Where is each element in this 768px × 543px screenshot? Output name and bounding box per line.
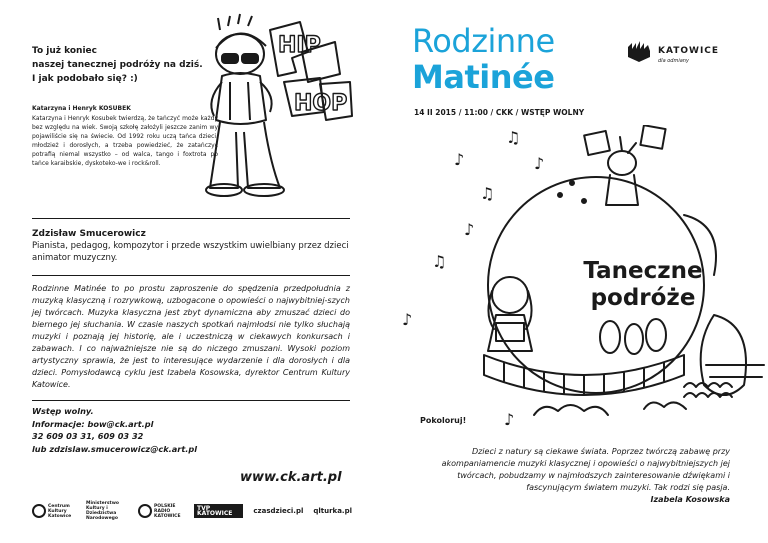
website-link[interactable]: www.ck.art.pl <box>240 470 342 485</box>
katowice-logo <box>626 38 719 64</box>
logo-centrum-kultury: Centrum Kultury Katowice <box>32 504 76 519</box>
contact-line-phone: 32 609 03 31, 609 03 32 <box>32 431 144 441</box>
about-matinee: Rodzinne Matinée to po prostu zaproszenie do spędzenia przedpołudnia z muzyką klasyczną i rozrywkową, uzbogacone o opowieści o najwybitniej-szych jej twórcach. Muzyka klasyczna jest zbyt dynamiczna aby zmuszać dzieci do biernego jej słuchania. W czasie naszych spotkań najmłodsi nie tylko słuchają muzyki i poznają jej historię, ale i uczestniczą w ciekawych konkursach i zabawach. I co najważniejsze nie są do niczego zmuszani. Wysoki poziom artystyczny sprawia, że jest to interesujące wydarzenie i dla dorosłych i dla dzieci. Pomysłodawcą cyklu jest Izabela Kosowska, dyrektor Centrum Kultury Katowice. <box>32 284 350 389</box>
contact-line-email-2[interactable]: lub zdzislaw.smucerowicz@ck.art.pl <box>32 443 198 454</box>
contact-line-entry: Wstęp wolny. <box>32 406 94 416</box>
tan-title-line-2: podróże <box>590 285 696 311</box>
music-note-icon: ♫ <box>480 184 495 203</box>
music-note-icon: ♪ <box>464 220 475 239</box>
kosubek-bio <box>32 104 218 168</box>
radio-mark-icon <box>138 504 152 518</box>
event-details: 14 II 2015 / 11:00 / CKK / WSTĘP WOLNY <box>414 108 585 117</box>
quote-author: Izabela Kosowska <box>650 495 730 504</box>
logo-qlturka: qlturka.pl <box>313 506 352 515</box>
intro-line-1: To już koniec <box>32 46 97 56</box>
divider-bottom <box>32 400 350 401</box>
sponsor-logos <box>32 494 352 528</box>
kosubek-text: Katarzyna i Henryk Kosubek twierdzą, że tańczyć może każdy bez względu na wiek. Swoją szkołę założyli jeszcze zanim wy pojawiliście się na świecie. Od 1992 roku uczą tańca dzieci, młodzież i dorosłych, a trzeba powiedzieć, że zatańczyć potrafią niemal wszystko – od walca, tango i foxtrota po tańce karaibskie, dyskoteko-we i rock&roll. <box>32 115 218 167</box>
intro-line-3: I jak podobało się? :) <box>32 74 138 84</box>
ck-mark-icon <box>32 504 46 518</box>
right-panel <box>384 0 768 543</box>
music-note-icon: ♪ <box>454 150 465 169</box>
taneczne-podroze-title <box>578 258 708 312</box>
quote-block <box>414 446 730 506</box>
tan-title-line-1: Taneczne <box>583 258 703 284</box>
katowice-name: KATOWICE <box>658 46 720 56</box>
music-note-icon: ♪ <box>534 154 545 173</box>
music-note-icon: ♪ <box>402 310 413 329</box>
svg-text:HIP: HIP <box>278 33 321 58</box>
divider-top <box>32 218 350 219</box>
logo-polskie-radio: POLSKIE RADIO KATOWICE <box>138 504 184 519</box>
intro-line-2: naszej tanecznej podróży na dziś. <box>32 60 203 70</box>
divider-middle <box>32 275 350 276</box>
katowice-mark-icon <box>626 39 652 63</box>
kosubek-name: Katarzyna i Henryk KOSUBEK <box>32 105 131 112</box>
logo-tvp: TVP KATOWICE <box>194 504 243 518</box>
music-note-icon: ♪ <box>504 410 515 429</box>
title-rodzinne: Rodzinne <box>412 22 555 60</box>
contact-info <box>32 405 232 455</box>
coloring-illustration <box>384 125 768 445</box>
title-matinee: Matinée <box>412 58 555 96</box>
smucerowicz-text: Pianista, pedagog, kompozytor i przede wszystkim uwielbiany przez dzieci animator muzyczny. <box>32 241 349 263</box>
quote-text: Dzieci z natury są ciekawe świata. Poprzez twórczą zabawę przy akompaniamencie muzyki klasycznej i opowieści o najwybitniejszych jej twórcach, pobudzamy w najmłodszych zainteresowanie dźwiękami i fascynującym światem muzyki. Tak rodzi się pasja. <box>441 447 730 492</box>
smucerowicz-bio <box>32 228 350 264</box>
intro-text <box>32 44 212 86</box>
katowice-sub: dla odmiany <box>658 58 689 64</box>
hip-hop-dancer-illustration <box>200 12 360 202</box>
music-note-icon: ♫ <box>432 252 447 271</box>
smucerowicz-name: Zdzisław Smucerowicz <box>32 229 146 239</box>
music-note-icon: ♫ <box>506 128 521 147</box>
svg-text:HOP: HOP <box>294 91 348 116</box>
logo-czasdzieci: czasdzieci.pl <box>253 506 304 515</box>
contact-line-email[interactable]: Informacje: bow@ck.art.pl <box>32 418 154 429</box>
pokoloruj-label: Pokoloruj! <box>420 416 467 425</box>
logo-ministerstwo: Ministerstwo Kultury i Dziedzictwa Narodowego <box>86 501 119 521</box>
